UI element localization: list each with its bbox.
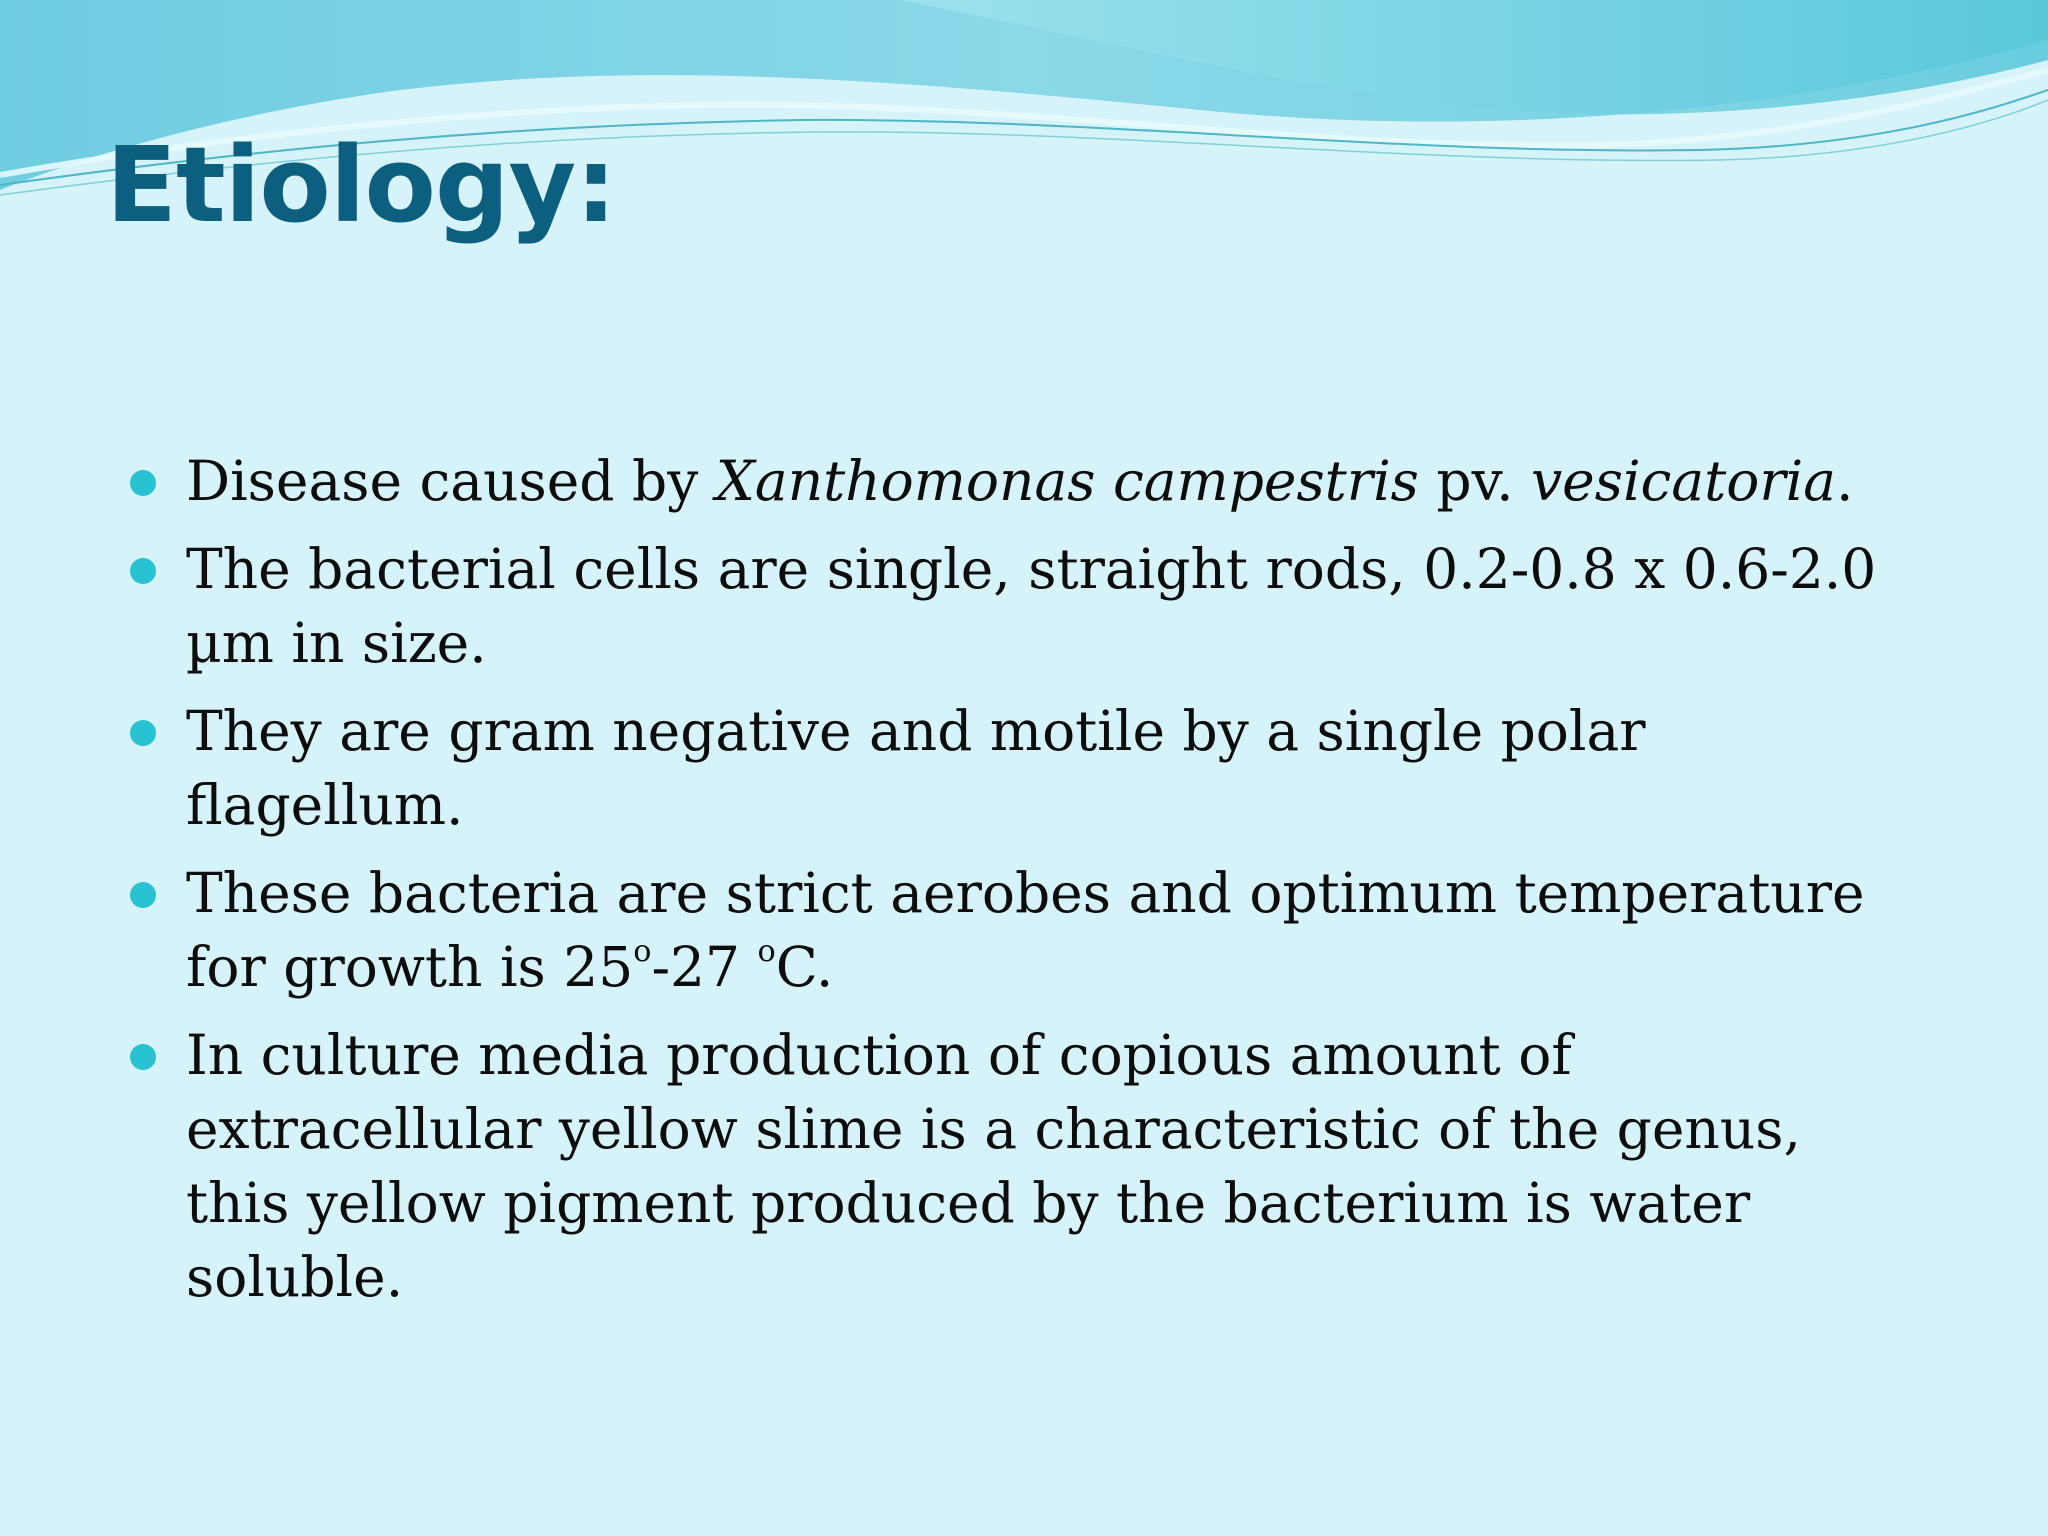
bullet-icon <box>130 882 156 908</box>
bullet-text: The bacterial cells are single, straight rods, 0.2-0.8 x 0.6-2.0 µm in size. <box>186 537 1877 675</box>
bullet-item-cell-shape <box>126 532 1906 680</box>
bullet-item-pathogen <box>126 444 1906 518</box>
bullet-item-gram-motility <box>126 694 1906 842</box>
bullet-icon <box>130 470 156 496</box>
slide-title: Etiology: <box>106 124 616 246</box>
bullet-text: Disease caused by Xanthomonas campestris pv. vesicatoria. <box>186 449 1854 513</box>
bullet-text: In culture media production of copious amount of extracellular yellow slime is a characteristic of the genus, this yellow pigment produced by the bacterium is water soluble. <box>186 1023 1801 1309</box>
bullet-text: These bacteria are strict aerobes and optimum temperature for growth is 25$^o$-27 $^o$C. <box>186 861 1865 999</box>
pathogen-genus-species: Xanthomonas campestris <box>715 449 1419 513</box>
bullet-item-temperature <box>126 856 1906 1004</box>
bullet-list <box>126 444 1906 1328</box>
bullet-icon <box>130 1044 156 1070</box>
bullet-item-culture-media <box>126 1018 1906 1314</box>
bullet-text: They are gram negative and motile by a single polar flagellum. <box>186 699 1646 837</box>
bullet-icon <box>130 720 156 746</box>
pathovar-name: vesicatoria <box>1531 449 1837 513</box>
bullet-icon <box>130 558 156 584</box>
